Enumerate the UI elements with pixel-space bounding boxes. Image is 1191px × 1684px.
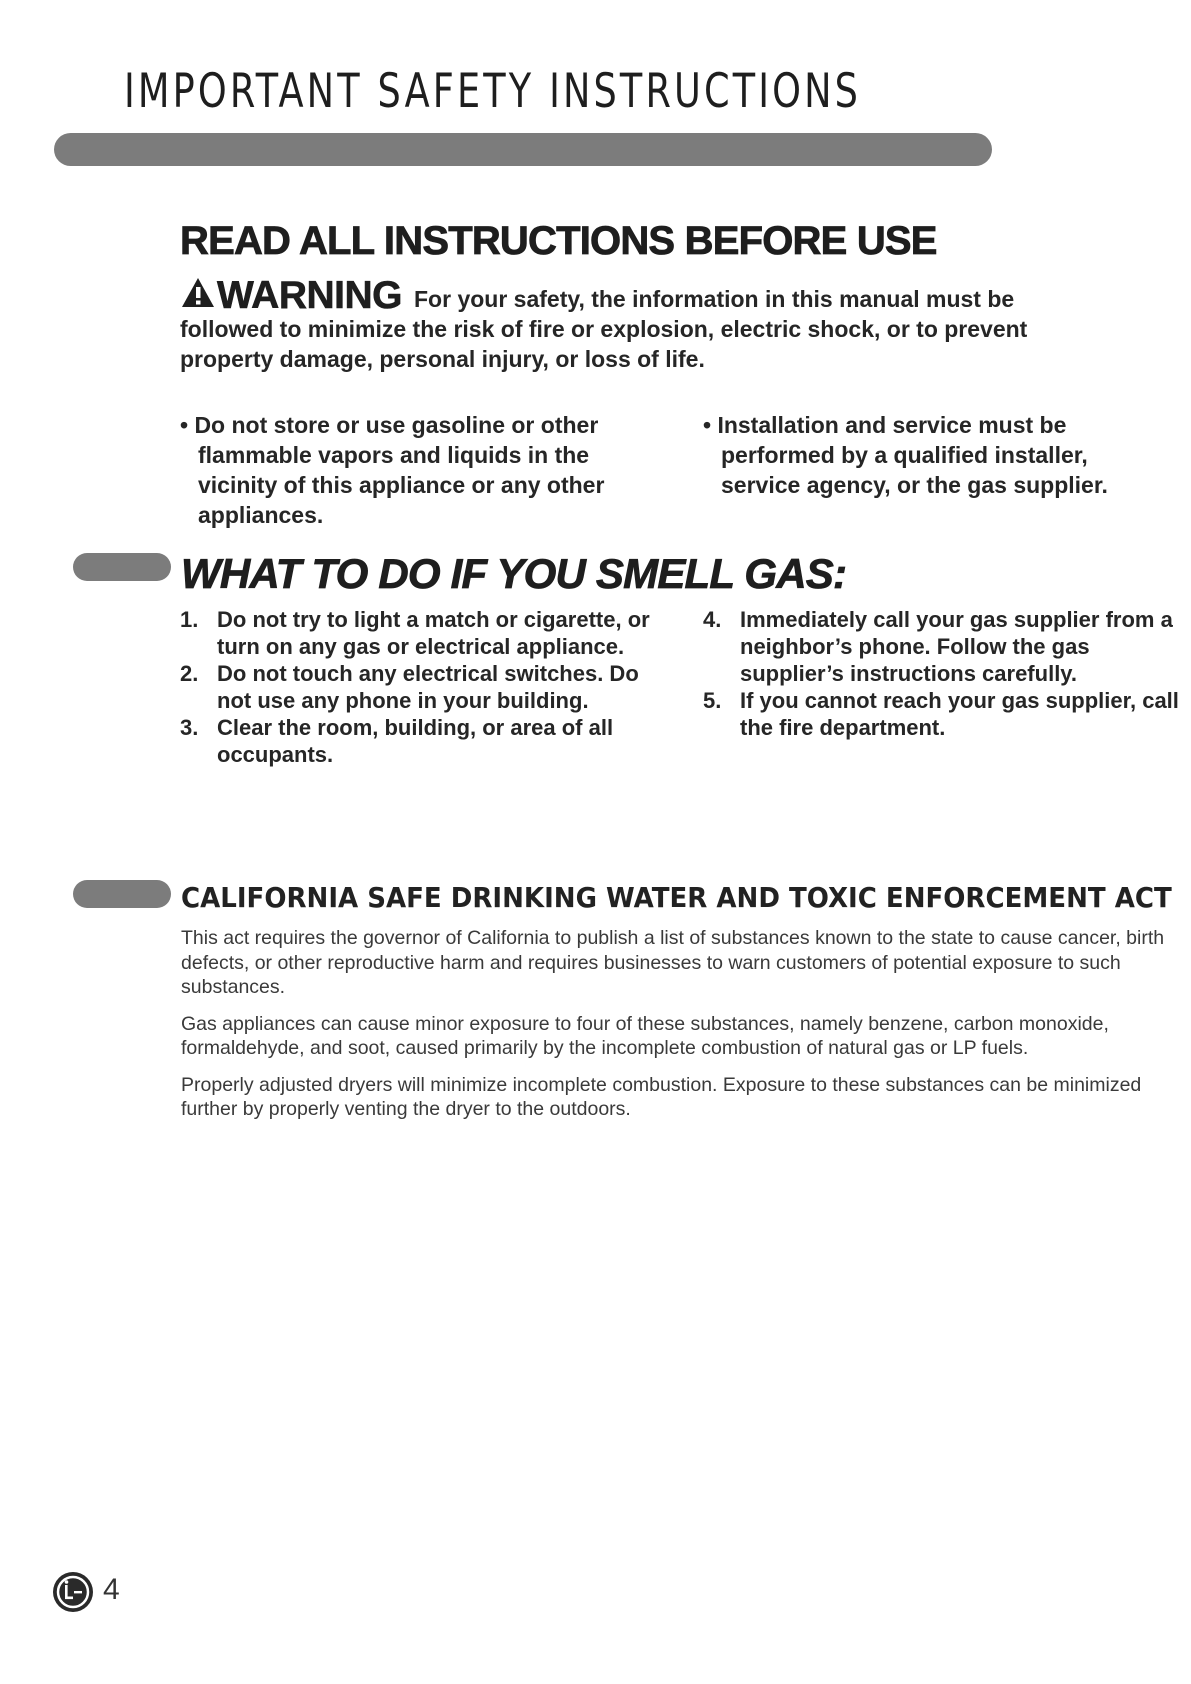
title-divider-bar — [54, 133, 992, 166]
warning-label: WARNING — [217, 274, 402, 317]
gas-heading: WHAT TO DO IF YOU SMELL GAS: — [181, 550, 847, 597]
bullet-item: • Installation and service must be performed by a qualified installer, service agency, or the gas supplier. — [703, 412, 1108, 498]
step-text: Do not try to light a match or cigarette, or turn on any gas or electrical appliance. — [217, 607, 650, 659]
step-number: 2. — [180, 661, 199, 686]
gas-section-pill — [73, 553, 171, 581]
warning-text: For your safety, the information in this manual must be followed to minimize the risk of fire or explosion, electric shock, or to prevent property damage, personal injury, or loss of life. — [180, 286, 1028, 372]
step-number: 1. — [180, 607, 199, 632]
step-text: Clear the room, building, or area of all occupants. — [217, 715, 614, 767]
step-number: 3. — [180, 715, 199, 740]
read-all-heading: READ ALL INSTRUCTIONS BEFORE USE — [180, 219, 937, 263]
step-number: 5. — [703, 688, 722, 713]
california-heading: CALIFORNIA SAFE DRINKING WATER AND TOXIC ENFORCEMENT ACT — [181, 881, 1172, 914]
california-paragraph: This act requires the governor of California to publish a list of substances known to the state to cause cancer, birth defects, or other reproductive harm and requires businesses to warn customers of potential exposure to such substances. — [181, 927, 1165, 998]
gas-step — [180, 660, 650, 714]
warning-triangle-icon — [180, 276, 216, 310]
california-section-pill — [73, 880, 171, 908]
bullet-item: • Do not store or use gasoline or other flammable vapors and liquids in the vicinity of this appliance or any other appliances. — [180, 412, 605, 528]
gas-step — [180, 714, 650, 768]
warning-block — [180, 276, 1080, 374]
step-text: If you cannot reach your gas supplier, call the fire department. — [740, 688, 1179, 740]
gas-step — [180, 606, 650, 660]
gas-step — [703, 687, 1183, 741]
gas-steps-left — [180, 606, 650, 768]
bullet-list-left — [180, 410, 650, 530]
gas-step — [703, 606, 1183, 687]
step-text: Immediately call your gas supplier from a neighbor’s phone. Follow the gas supplier’s instructions carefully. — [740, 607, 1173, 686]
step-number: 4. — [703, 607, 722, 632]
step-text: Do not touch any electrical switches. Do not use any phone in your building. — [217, 661, 639, 713]
bullet-list-right — [703, 410, 1143, 500]
gas-steps-right — [703, 606, 1183, 741]
page-number: 4 — [103, 1573, 120, 1606]
california-paragraph: Gas appliances can cause minor exposure to four of these substances, namely benzene, carbon monoxide, formaldehyde, and soot, caused primarily by the incomplete combustion of natural gas or LP fuels. — [181, 1012, 1109, 1059]
california-body — [181, 926, 1181, 1134]
california-paragraph: Properly adjusted dryers will minimize incomplete combustion. Exposure to these substances can be minimized further by properly venting the dryer to the outdoors. — [181, 1073, 1142, 1120]
page-title: IMPORTANT SAFETY INSTRUCTIONS — [124, 64, 862, 119]
lg-logo-icon — [52, 1571, 94, 1613]
